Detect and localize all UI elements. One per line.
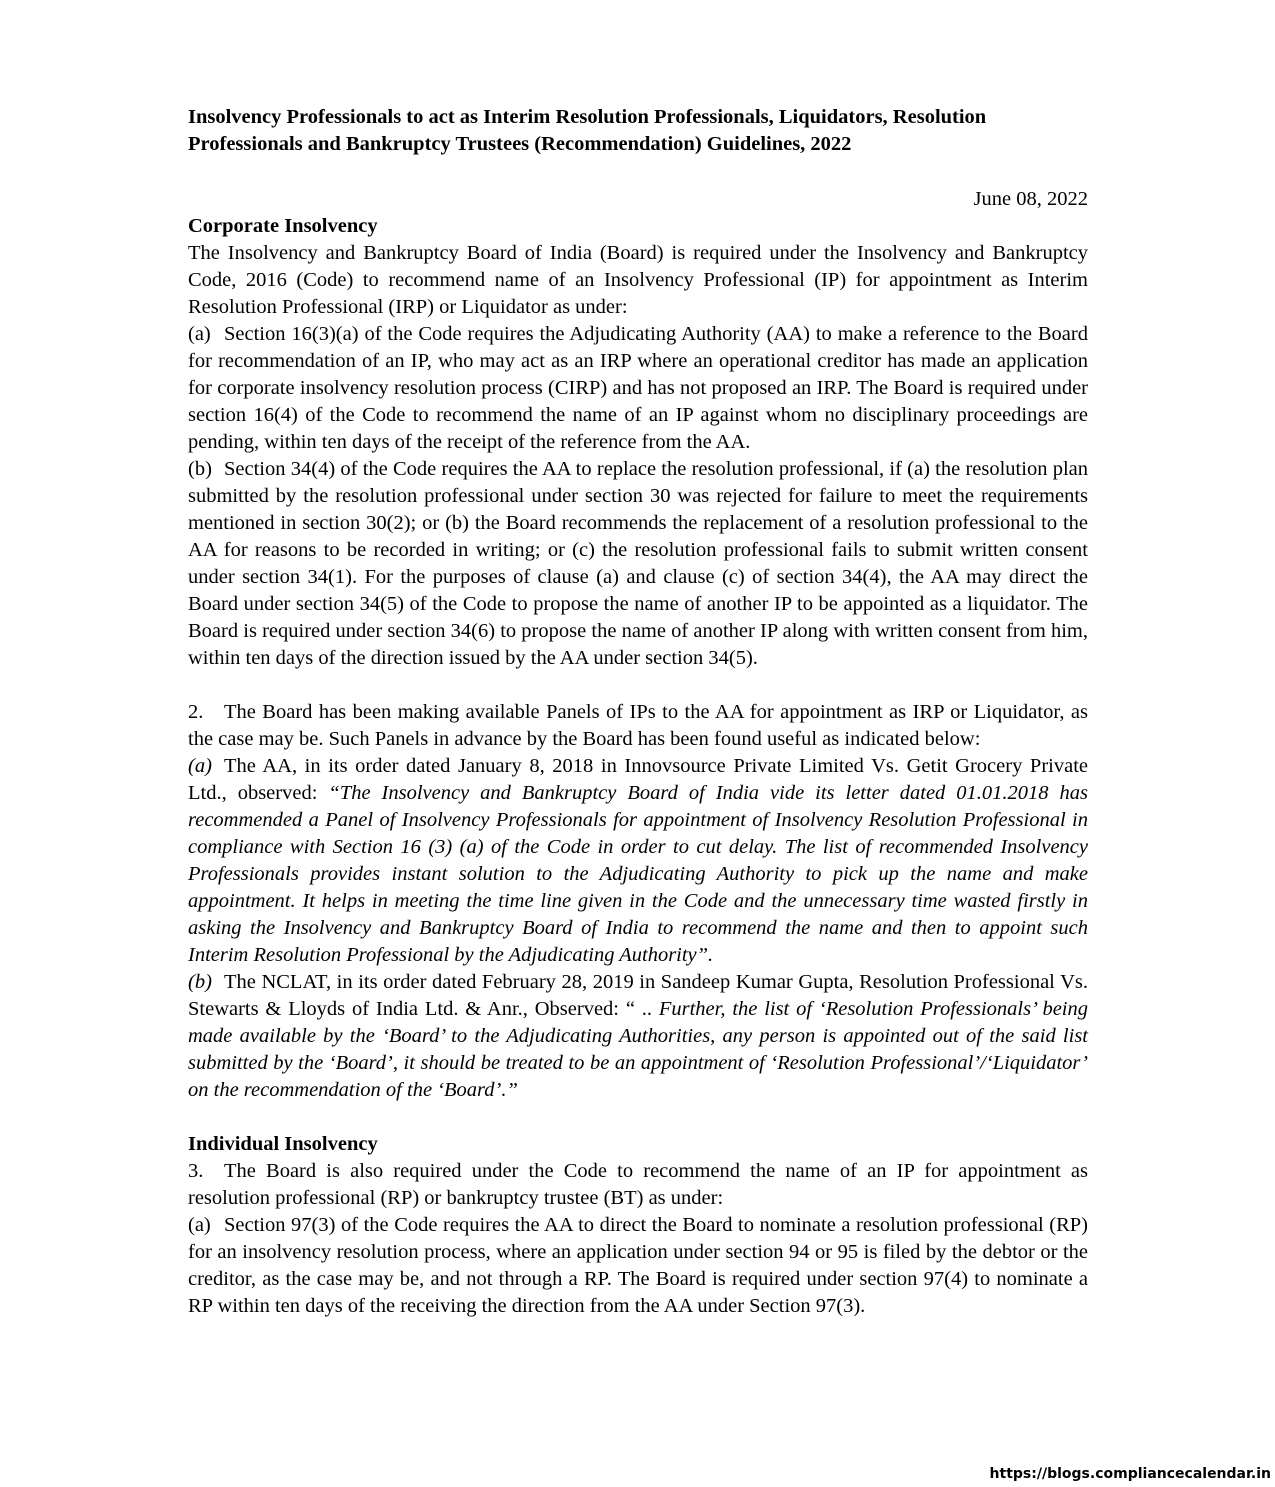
paragraph-text: The Board is also required under the Code to recommend the name of an IP for appointment as resolution professional (RP) or bankruptcy trustee (BT) as under: [188,1160,1088,1209]
item-label: (b) [188,971,212,993]
document-date: June 08, 2022 [973,188,1088,210]
individual-insolvency-heading: Individual Insolvency [188,1133,378,1155]
paragraph-2-item-b [188,969,1088,1104]
corporate-insolvency-heading: Corporate Insolvency [188,215,378,237]
corporate-intro: The Insolvency and Bankruptcy Board of India (Board) is required under the Insolvency and Bankruptcy Code, 2016 (Code) to recommend name of an Insolvency Professional (IP) for appointment as Interim Resolution Professional (IRP) or Liquidator as under: [188,242,1088,318]
paragraph-2-item-a [188,753,1088,969]
document-page [188,104,1088,1320]
item-text: Section 34(4) of the Code requires the AA to replace the resolution professional, if (a) the resolution plan submitted by the resolution professional under section 30 was rejected for failure to meet the requirements mentioned in section 30(2); or (b) the Board recommends the replacement of a resolution professional to the AA for reasons to be recorded in writing; or (c) the resolution professional fails to submit written consent under section 34(1). For the purposes of clause (a) and clause (c) of section 34(4), the AA may direct the Board under section 34(5) of the Code to propose the name of another IP to be appointed as a liquidator. The Board is required under section 34(6) to propose the name of another IP along with written consent from him, within ten days of the direction issued by the AA under section 34(5). [188,458,1088,669]
item-label: (a) [188,1214,211,1236]
item-label: (a) [188,323,211,345]
paragraph-3-item-a [188,1212,1088,1320]
spacer [188,672,1088,699]
paragraph-3 [188,1158,1088,1212]
item-quote: Further, the list of ‘Resolution Professionals’ being made available by the ‘Board’ to the Adjudicating Authorities, any person is appointed out of the said list submitted by the ‘Board’, it should be treated to be an appointment of ‘Resolution Professional’/‘Liquidator’ on the recommendation of the ‘Board’.” [188,998,1088,1101]
item-lead: The NCLAT, in its order dated February 28, 2019 in Sandeep Kumar Gupta, Resolution Professional Vs. Stewarts & Lloyds of India Ltd. & Anr., Observed: “ .. [188,971,1088,1020]
paragraph-number: 3. [188,1160,204,1182]
item-text: Section 97(3) of the Code requires the AA to direct the Board to nominate a resolution professional (RP) for an insolvency resolution process, where an application under section 94 or 95 is filed by the debtor or the creditor, as the case may be, and not through a RP. The Board is required under section 97(4) to nominate a RP within ten days of the receiving the direction from the AA under Section 97(3). [188,1214,1088,1317]
item-quote: “The Insolvency and Bankruptcy Board of India vide its letter dated 01.01.2018 has recommended a Panel of Insolvency Professionals for appointment of Insolvency Resolution Professional in compliance with Section 16 (3) (a) of the Code in order to cut delay. The list of recommended Insolvency Professionals provides instant solution to the Adjudicating Authority to pick up the name and make appointment. It helps in meeting the time line given in the Code and the unnecessary time wasted firstly in asking the Insolvency and Bankruptcy Board of India to recommend the name and then to appoint such Interim Resolution Professional by the Adjudicating Authority”. [188,782,1088,966]
item-text: Section 16(3)(a) of the Code requires the Adjudicating Authority (AA) to make a reference to the Board for recommendation of an IP, who may act as an IRP where an operational creditor has made an application for corporate insolvency resolution process (CIRP) and has not proposed an IRP. The Board is required under section 16(4) of the Code to recommend the name of an IP against whom no disciplinary proceedings are pending, within ten days of the receipt of the reference from the AA. [188,323,1088,453]
item-label: (b) [188,458,212,480]
spacer [188,1104,1088,1131]
document-title: Insolvency Professionals to act as Interim Resolution Professionals, Liquidators, Resolution Professionals and Bankruptcy Trustees (Recommendation) Guidelines, 2022 [188,106,987,155]
paragraph-text: The Board has been making available Panels of IPs to the AA for appointment as IRP or Liquidator, as the case may be. Such Panels in advance by the Board has been found useful as indicated below: [188,701,1088,750]
footer-url: https://blogs.compliancecalendar.in [989,1466,1271,1482]
item-lead: The AA, in its order dated January 8, 2018 in Innovsource Private Limited Vs. Getit Grocery Private Ltd., observed: [188,755,1088,804]
corporate-item-b [188,456,1088,672]
item-label: (a) [188,755,212,777]
corporate-item-a [188,321,1088,456]
paragraph-2 [188,699,1088,753]
paragraph-number: 2. [188,701,204,723]
